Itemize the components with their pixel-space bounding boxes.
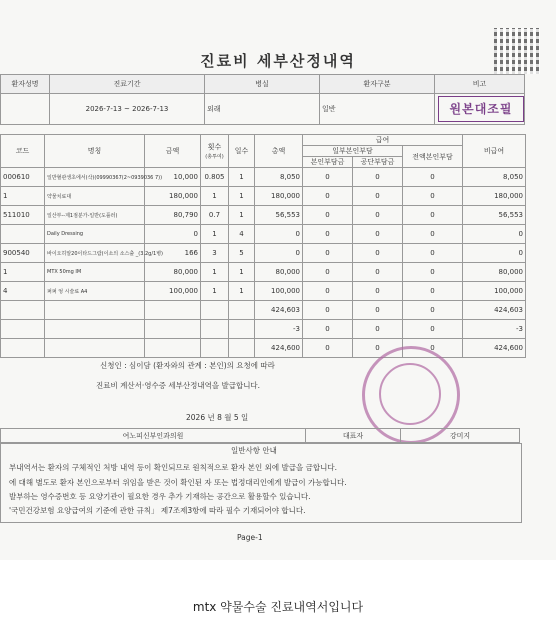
rep-name: 강미지	[401, 429, 520, 443]
cell-total: 0	[255, 225, 303, 244]
cell-name: MTX 50mg IM	[45, 263, 145, 282]
cell-amount: 0	[145, 225, 201, 244]
col-total: 총액	[255, 135, 303, 168]
value-patient-name	[1, 94, 50, 125]
cell-non: 424,603	[463, 301, 526, 320]
notice-box	[0, 443, 522, 523]
cell-days: 1	[229, 168, 255, 187]
cell-amount	[145, 320, 201, 339]
cell-days: 1	[229, 282, 255, 301]
cell-amount: 80,790	[145, 206, 201, 225]
cell-total: 100,000	[255, 282, 303, 301]
cell-code: 1	[1, 263, 45, 282]
col-non-benefit: 비급여	[463, 135, 526, 168]
cell-non: 424,600	[463, 339, 526, 358]
value-room: 외래	[205, 94, 320, 125]
cell-self: 0	[303, 320, 353, 339]
col-amount: 금액	[145, 135, 201, 168]
label-patient-type: 환자구분	[320, 75, 435, 94]
table-row	[1, 225, 526, 244]
table-row	[1, 301, 526, 320]
cell-self: 0	[303, 206, 353, 225]
col-days: 일수	[229, 135, 255, 168]
label-remarks: 비고	[435, 75, 525, 94]
cell-code: 900540	[1, 244, 45, 263]
cell-count: 0.805	[201, 168, 229, 187]
notice-title: 일반사항 안내	[231, 446, 277, 455]
cell-code: 511010	[1, 206, 45, 225]
cell-total: -3	[255, 320, 303, 339]
cell-full: 0	[403, 263, 463, 282]
original-copy-stamp: 원본대조필	[438, 96, 524, 122]
col-benefit: 급여	[303, 135, 463, 146]
cell-insurer: 0	[353, 263, 403, 282]
cell-days: 1	[229, 206, 255, 225]
cell-full: 0	[403, 168, 463, 187]
cell-total: 8,050	[255, 168, 303, 187]
cell-amount	[145, 301, 201, 320]
cell-self: 0	[303, 282, 353, 301]
table-row	[1, 206, 526, 225]
cell-days: 5	[229, 244, 255, 263]
cell-code: 000610	[1, 168, 45, 187]
cell-count	[201, 320, 229, 339]
cell-code: 1	[1, 187, 45, 206]
table-row	[1, 168, 526, 187]
col-code: 코드	[1, 135, 45, 168]
col-name: 명칭	[45, 135, 145, 168]
cell-name: 약물치료대	[45, 187, 145, 206]
cell-non: 8,050	[463, 168, 526, 187]
table-row	[1, 263, 526, 282]
cell-name	[45, 320, 145, 339]
cell-self: 0	[303, 301, 353, 320]
cell-self: 0	[303, 187, 353, 206]
cell-full: 0	[403, 339, 463, 358]
cell-count: 3	[201, 244, 229, 263]
cell-insurer: 0	[353, 301, 403, 320]
cell-full: 0	[403, 187, 463, 206]
cell-total: 424,600	[255, 339, 303, 358]
cell-insurer: 0	[353, 225, 403, 244]
notice-line-3: 발부하는 영수증번호 등 요양기관이 필요한 경우 추가 기재하는 공간으로 활용할수 있습니다.	[9, 492, 311, 501]
issue-line: 진료비 계산서·영수증 세부산정내역을 발급합니다.	[96, 381, 261, 390]
rep-label: 대표자	[306, 429, 401, 443]
cell-count: 1	[201, 263, 229, 282]
cell-insurer: 0	[353, 187, 403, 206]
cell-name	[45, 339, 145, 358]
cell-non: 56,553	[463, 206, 526, 225]
cell-self: 0	[303, 168, 353, 187]
issue-date: 2026 년 8 월 5 일	[186, 413, 249, 422]
cell-non: 180,000	[463, 187, 526, 206]
value-period: 2026-7-13 ~ 2026-7-13	[50, 94, 205, 125]
cell-name: 일반혈관생초에서(삭)(09990367(2~0939036 7))	[45, 168, 145, 187]
table-row	[1, 339, 526, 358]
cell-insurer: 0	[353, 282, 403, 301]
col-count	[201, 135, 229, 168]
cell-days: 1	[229, 187, 255, 206]
table-row	[1, 244, 526, 263]
table-row	[1, 282, 526, 301]
cell-count	[201, 339, 229, 358]
cell-count: 1	[201, 187, 229, 206]
notice-line-1: 부내역서는 환자의 구체적인 처방 내역 등이 확인되므로 원칙적으로 환자 본인 외에 발급을 금합니다.	[9, 463, 338, 472]
cell-amount: 100,000	[145, 282, 201, 301]
col-full-self: 전액본인부담	[403, 146, 463, 168]
cell-count: 1	[201, 225, 229, 244]
cell-non: -3	[463, 320, 526, 339]
cell-name	[45, 301, 145, 320]
cell-self: 0	[303, 244, 353, 263]
clinic-table	[0, 428, 520, 443]
cell-insurer: 0	[353, 320, 403, 339]
cell-self: 0	[303, 263, 353, 282]
cell-amount: 80,000	[145, 263, 201, 282]
cell-name: 퍼퍼 엉 시술료 A4	[45, 282, 145, 301]
cell-code	[1, 339, 45, 358]
cell-full: 0	[403, 282, 463, 301]
cell-total: 424,603	[255, 301, 303, 320]
cell-self: 0	[303, 339, 353, 358]
cell-days: 4	[229, 225, 255, 244]
charges-table	[0, 134, 526, 358]
cell-insurer: 0	[353, 339, 403, 358]
cell-insurer: 0	[353, 168, 403, 187]
cell-code	[1, 301, 45, 320]
cell-name: 바이오히알20이타드그람(이소의 소스출 _(3.2g/1병)	[45, 244, 145, 263]
cell-amount	[145, 339, 201, 358]
col-count-sub: (총투여)	[205, 154, 224, 160]
page-number: Page-1	[237, 533, 263, 542]
cell-self: 0	[303, 225, 353, 244]
label-period: 진료기간	[50, 75, 205, 94]
requester-line: 신청인 : 심이담 (환자와의 관계 : 본인)의 요청에 따라	[100, 361, 275, 370]
col-count-label: 횟수	[207, 143, 222, 151]
cell-days	[229, 320, 255, 339]
cell-count	[201, 301, 229, 320]
cell-amount: 10,000	[145, 168, 201, 187]
cell-amount: 180,000	[145, 187, 201, 206]
cell-days	[229, 339, 255, 358]
col-self-pay: 본인부담금	[303, 157, 353, 168]
cell-full: 0	[403, 206, 463, 225]
cell-total: 80,000	[255, 263, 303, 282]
value-patient-type: 일반	[320, 94, 435, 125]
cell-non: 0	[463, 225, 526, 244]
cell-non: 0	[463, 244, 526, 263]
cell-full: 0	[403, 244, 463, 263]
cell-count: 0.7	[201, 206, 229, 225]
col-copay: 일부본인부담	[303, 146, 403, 157]
cell-total: 56,553	[255, 206, 303, 225]
cell-code	[1, 320, 45, 339]
notice-line-2: 에 대해 별도로 환자 본인으로부터 위임을 받은 것이 확인된 자 또는 법정대리인에게 발급이 가능합니다.	[9, 478, 347, 487]
clinic-name: 여노피신부인과의원	[1, 429, 306, 443]
cell-amount: 166	[145, 244, 201, 263]
cell-name: 일산부--제1점분가-일반(도플러)	[45, 206, 145, 225]
cell-total: 180,000	[255, 187, 303, 206]
label-room: 병실	[205, 75, 320, 94]
notice-line-4: '국민건강보험 요양급여의 기준에 관한 규칙」 제7조제3항에 따라 필수 기재되어야 합니다.	[9, 506, 306, 515]
cell-total: 0	[255, 244, 303, 263]
cell-name: Daily Dressing	[45, 225, 145, 244]
table-row	[1, 187, 526, 206]
cell-full: 0	[403, 320, 463, 339]
cell-insurer: 0	[353, 244, 403, 263]
cell-non: 80,000	[463, 263, 526, 282]
cell-count: 1	[201, 282, 229, 301]
col-insurer-pay: 공단부담금	[353, 157, 403, 168]
cell-days	[229, 301, 255, 320]
label-patient-name: 환자성명	[1, 75, 50, 94]
cell-full: 0	[403, 301, 463, 320]
cell-code	[1, 225, 45, 244]
cell-days: 1	[229, 263, 255, 282]
cell-non: 100,000	[463, 282, 526, 301]
document-title: 진료비 세부산정내역	[200, 52, 356, 70]
cell-code: 4	[1, 282, 45, 301]
cell-full: 0	[403, 225, 463, 244]
table-row	[1, 320, 526, 339]
post-caption: mtx 약물수술 진료내역서입니다	[192, 600, 364, 614]
cell-insurer: 0	[353, 206, 403, 225]
